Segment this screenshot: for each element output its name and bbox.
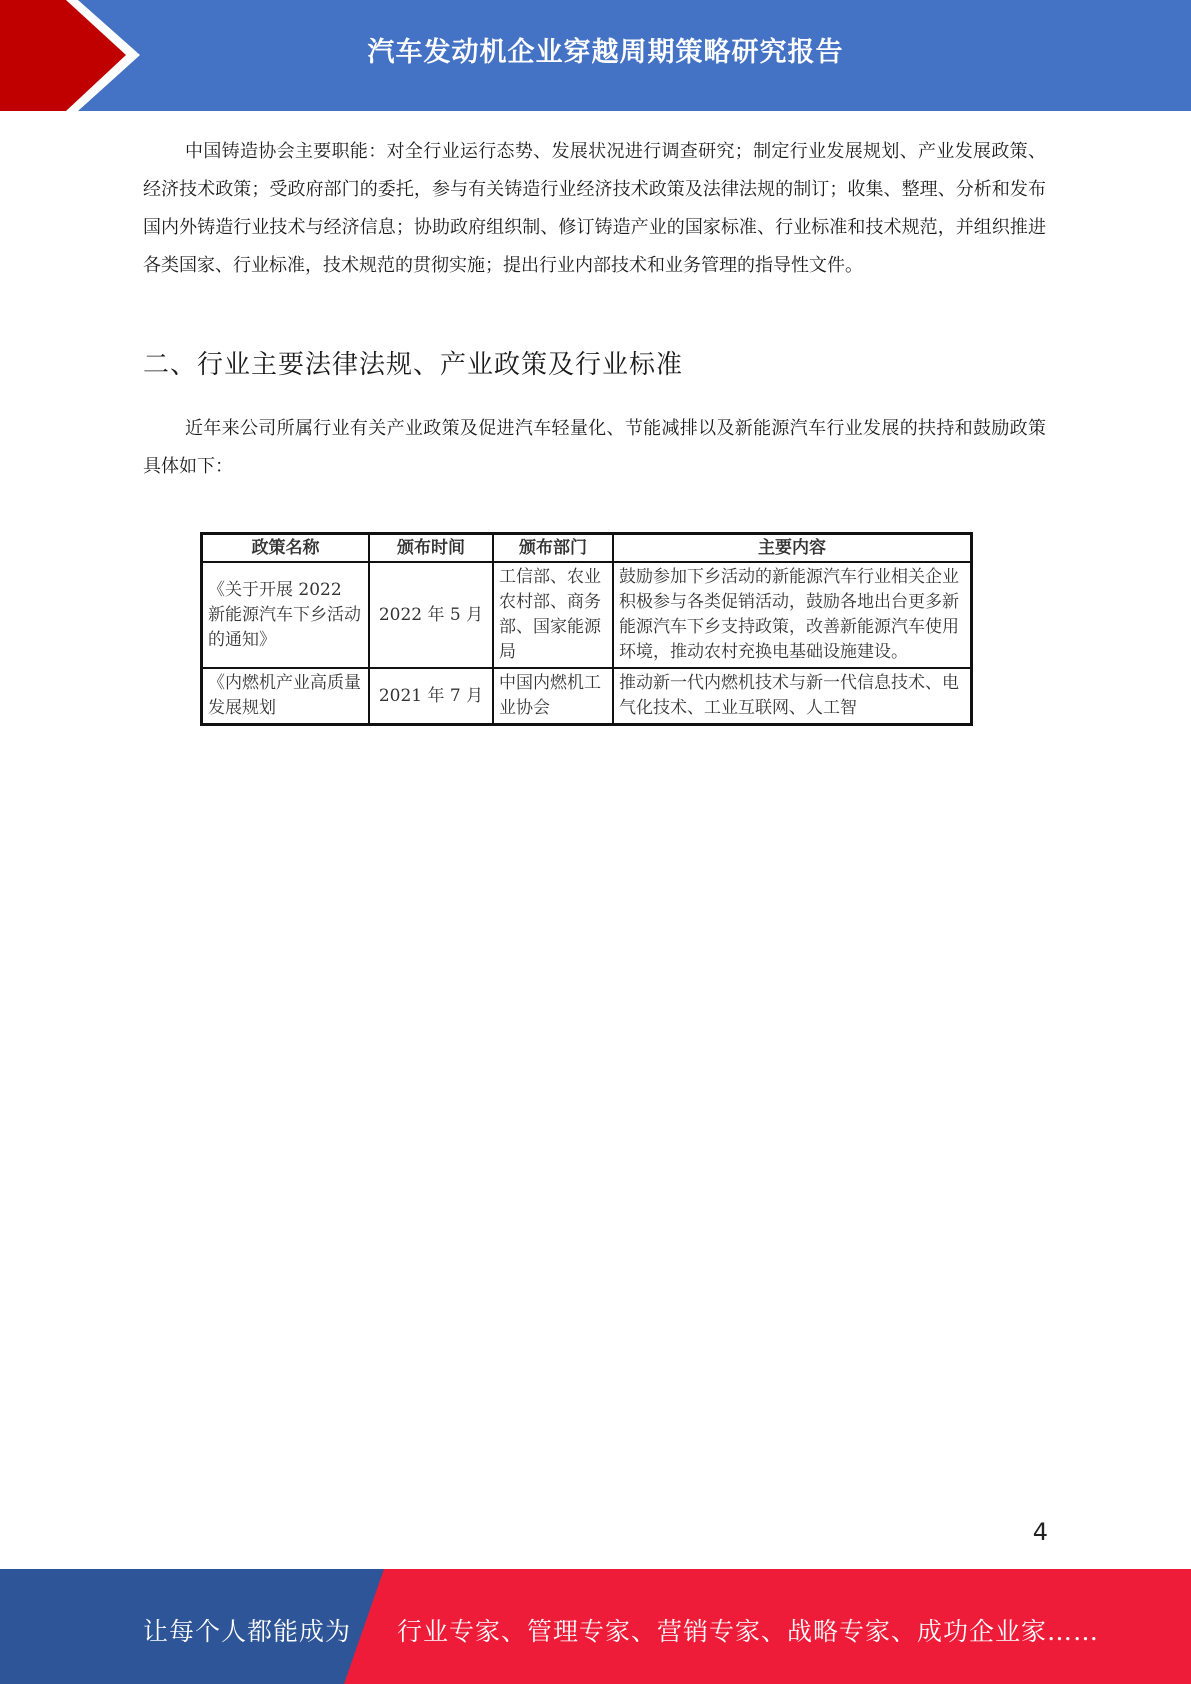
page-header bbox=[0, 0, 1191, 111]
body-paragraph: 中国铸造协会主要职能：对全行业运行态势、发展状况进行调查研究；制定行业发展规划、产业发展政策、经济技术政策；受政府部门的委托，参与有关铸造行业经济技术政策及法律法规的制订；收集、整理、分析和发布国内外铸造行业技术与经济信息；协助政府组织制、修订铸造产业的国家标准、行业标准和技术规范，并组织推进各类国家、行业标准，技术规范的贯彻实施；提出行业内部技术和业务管理的指导性文件。 bbox=[143, 141, 1046, 276]
policy-name-cell: 《关于开展 2022 新能源汽车下乡活动的通知》 bbox=[202, 562, 370, 668]
footer-slogan-left: 让每个人都能成为 bbox=[143, 1617, 352, 1646]
page-number: 4 bbox=[1032, 1518, 1048, 1546]
column-header: 颁布时间 bbox=[369, 534, 493, 563]
page-footer bbox=[0, 1569, 1191, 1684]
issue-date-cell: 2021 年 7 月 bbox=[369, 668, 493, 725]
column-header: 颁布部门 bbox=[493, 534, 613, 563]
main-content-cell: 推动新一代内燃机技术与新一代信息技术、电气化技术、工业互联网、人工智 bbox=[613, 668, 972, 725]
main-content-cell: 鼓励参加下乡活动的新能源汽车行业相关企业积极参与各类促销活动，鼓励各地出台更多新能源汽车下乡支持政策，改善新能源汽车使用环境，推动农村充换电基础设施建设。 bbox=[613, 562, 972, 668]
footer-slogan-right: 行业专家、管理专家、营销专家、战略专家、成功企业家…… bbox=[397, 1617, 1100, 1646]
policy-name-cell: 《内燃机产业高质量发展规划 bbox=[202, 668, 370, 725]
issuing-department-cell: 工信部、农业农村部、商务部、国家能源局 bbox=[493, 562, 613, 668]
section-heading: 二、行业主要法律法规、产业政策及行业标准 bbox=[143, 350, 684, 380]
table-row bbox=[202, 562, 972, 668]
issuing-department-cell: 中国内燃机工业协会 bbox=[493, 668, 613, 725]
table-row bbox=[202, 668, 972, 725]
issue-date-cell: 2022 年 5 月 bbox=[369, 562, 493, 668]
body-paragraph: 近年来公司所属行业有关产业政策及促进汽车轻量化、节能减排以及新能源汽车行业发展的扶持和鼓励政策具体如下： bbox=[143, 418, 1046, 477]
policy-table bbox=[200, 532, 973, 726]
column-header: 政策名称 bbox=[202, 534, 370, 563]
column-header: 主要内容 bbox=[613, 534, 972, 563]
report-title: 汽车发动机企业穿越周期策略研究报告 bbox=[367, 37, 844, 68]
table-header-row bbox=[202, 534, 972, 563]
